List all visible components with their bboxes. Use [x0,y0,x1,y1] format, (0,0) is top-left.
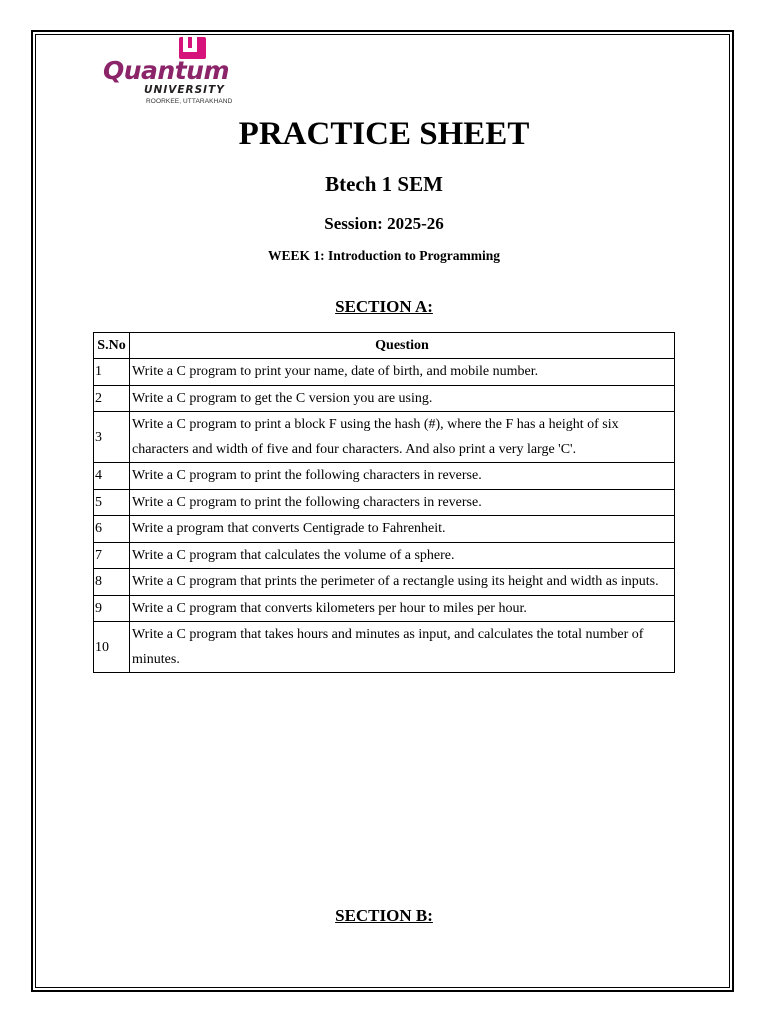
question-number: 10 [94,622,130,673]
column-header-sno: S.No [94,333,130,359]
table-row [94,516,675,543]
table-row [94,489,675,516]
question-text: Write a C program to print a block F using the hash (#), where the F has a height of six characters and width of five and four characters. And also print a very large 'C'. [130,412,675,463]
question-text: Write a C program that prints the perimeter of a rectangle using its height and width as inputs. [130,569,675,596]
logo-wordmark: Quantum [103,56,230,85]
table-row [94,542,675,569]
table-header-row [94,333,675,359]
course-subtitle: Btech 1 SEM [325,172,443,196]
question-text: Write a C program to print the following characters in reverse. [130,489,675,516]
questions-table-body [94,359,675,673]
week-label: WEEK 1: Introduction to Programming [267,248,500,263]
question-number: 4 [94,463,130,490]
logo-university-text: UNIVERSITY [144,84,225,96]
question-number: 5 [94,489,130,516]
question-text: Write a C program to print the following characters in reverse. [130,463,675,490]
question-text: Write a C program that converts kilometers per hour to miles per hour. [130,595,675,622]
logo-location-text: ROORKEE, UTTARAKHAND [146,98,233,105]
table-row [94,385,675,412]
table-row [94,463,675,490]
question-number: 6 [94,516,130,543]
section-a-heading: SECTION A: [335,297,433,316]
table-row [94,569,675,596]
question-number: 8 [94,569,130,596]
column-header-question: Question [130,333,675,359]
table-row [94,412,675,463]
questions-table [93,332,675,673]
question-text: Write a C program that takes hours and minutes as input, and calculates the total number of minutes. [130,622,675,673]
page-title: PRACTICE SHEET [238,116,530,152]
question-text: Write a C program to get the C version you are using. [130,385,675,412]
question-number: 1 [94,359,130,386]
question-number: 2 [94,385,130,412]
question-text: Write a C program that calculates the volume of a sphere. [130,542,675,569]
table-row [94,359,675,386]
question-number: 3 [94,412,130,463]
session-label: Session: 2025-26 [324,214,444,233]
table-row [94,622,675,673]
section-b-heading: SECTION B: [335,906,433,925]
table-row [94,595,675,622]
question-text: Write a program that converts Centigrade to Fahrenheit. [130,516,675,543]
question-text: Write a C program to print your name, date of birth, and mobile number. [130,359,675,386]
question-number: 9 [94,595,130,622]
question-number: 7 [94,542,130,569]
